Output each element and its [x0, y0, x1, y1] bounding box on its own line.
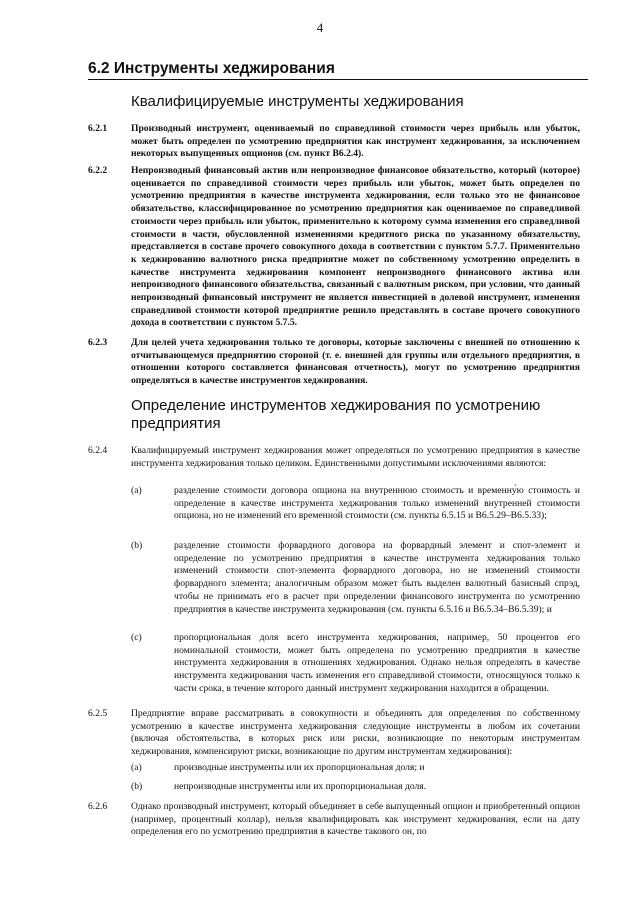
list-item-label: (b)	[131, 540, 143, 551]
list-item-text: непроизводные инструменты или их пропорциональная доля.	[174, 781, 427, 792]
paragraph-6-2-4: Квалифицируемый инструмент хеджирования может определяться по усмотрению предприятия в качестве инструмента хеджирования только целиком. Единственными допустимыми исключениями являются:	[131, 445, 580, 469]
paragraph-6-2-5: Предприятие вправе рассматривать в совокупности и объединять для определения по собственному усмотрению в качестве инструмента хеджирования следующие инструменты в любом их сочетании (включая обстоятельства, в которых риск или риски, возникающие по некоторым инструментам хеджирования, компенсируют риски, возникающие по другим инструментам хеджирования):	[131, 708, 580, 758]
paragraph-6-2-3: Для целей учета хеджирования только те договоры, которые заключены с внешней по отношению к отчитывающемуся предприятию стороной (т. е. внешней для группы или отдельного предприятия, в отношении которого составляется финансовая отчетность), могут по усмотрению предприятия определяться в качестве инструментов хеджирования.	[131, 337, 580, 387]
list-item-text: пропорциональная доля всего инструмента хеджирования, например, 50 процентов его номинальной стоимости, может быть определена по усмотрению предприятия в качестве инструмента хеджирования в отношениях хеджирования. Однако нельзя определять в качестве инструмента хеджирования часть изменения его справедливой стоимости, относящуюся только к части срока, в течение которого данный инструмент хеджирования находится в обращении.	[174, 632, 580, 694]
page-number: 4	[316, 20, 324, 35]
subheading-designation: Определение инструментов хеджирования по усмотрению предприятия	[131, 397, 541, 432]
list-item-label: (a)	[131, 762, 142, 773]
paragraph-6-2-1: Производный инструмент, оцениваемый по справедливой стоимости через прибыль или убыток, может быть определен по усмотрению предприятия как инструмент хеджирования, за исключением некоторых выпущенных опционов (см. пункт B6.2.4).	[131, 123, 580, 160]
paragraph-number-6-2-1: 6.2.1	[88, 123, 108, 134]
paragraph-number-6-2-2: 6.2.2	[88, 165, 108, 176]
paragraph-6-2-6: Однако производный инструмент, который объединяет в себе выпущенный опцион и приобретенный опцион (например, процентный коллар), нельзя квалифицировать как инструмент хеджирования, если на дату определения его по усмотрению предприятия в качестве такового он, по	[131, 801, 580, 838]
paragraph-number-6-2-3: 6.2.3	[88, 337, 108, 348]
paragraph-number-6-2-5: 6.2.5	[88, 708, 108, 719]
paragraph-6-2-2: Непроизводный финансовый актив или непроизводное финансовое обязательство, который (которое) оценивается по справедливой стоимости через прибыль или убыток, может быть определен по усмотрению предприятия в качестве инструмента хеджирования, если только это не финансовое обязательство, классифицированное по усмотрению предприятия как оцениваемое по справедливой стоимости через прибыль или убыток, применительно к которому сумма изменения его справедливой стоимости в части, обусловленной изменениями кредитного риска по указанному обязательству, представляется в составе прочего совокупного дохода в соответствии с пунктом 5.7.7. Применительно к хеджированию валютного риска предприятие может по собственному усмотрению определить в качестве инструмента хеджирования компонент непроизводного финансового актива или непроизводного финансового обязательства, связанный с валютным риском, при условии, что данный непроизводный финансовый инструмент не является инвестицией в долевой инструмент, изменения справедливой стоимости которой предприятие решило представлять в составе прочего совокупного дохода в соответствии с пунктом 5.7.5.	[131, 165, 580, 329]
list-item-label: (a)	[131, 485, 142, 496]
list-item-label: (b)	[131, 781, 143, 792]
list-item-label: (c)	[131, 632, 142, 643]
list-item-text: разделение стоимости форвардного договора на форвардный элемент и спот-элемент и определение по усмотрению предприятия в качестве инструмента хеджирования только изменений стоимости спот-элемента форвардного договора, но не изменений стоимости форвардного элемента; аналогичным образом может быть выделен валютный базисный спрэд, чтобы не принимать его в расчет при определении финансового инструмента по усмотрению предприятия в качестве инструмента хеджирования (см. пункты 6.5.16 и B6.5.34–B6.5.39); и	[174, 540, 580, 615]
list-item-text: разделение стоимости договора опциона на внутреннюю стоимость и временну́ю стоимость и определение в качестве инструмента хеджирования только изменений внутренней стоимости опциона, но не изменений его временно́й стоимости (см. пункты 6.5.15 и B6.5.29–B6.5.33);	[174, 485, 580, 522]
paragraph-number-6-2-6: 6.2.6	[88, 801, 108, 812]
section-heading: 6.2 Инструменты хеджирования	[88, 60, 588, 80]
paragraph-number-6-2-4: 6.2.4	[88, 445, 108, 456]
subheading-qualifying-instruments: Квалифицируемые инструменты хеджирования	[131, 93, 464, 110]
list-item-text: производные инструменты или их пропорциональная доля; и	[174, 762, 425, 773]
